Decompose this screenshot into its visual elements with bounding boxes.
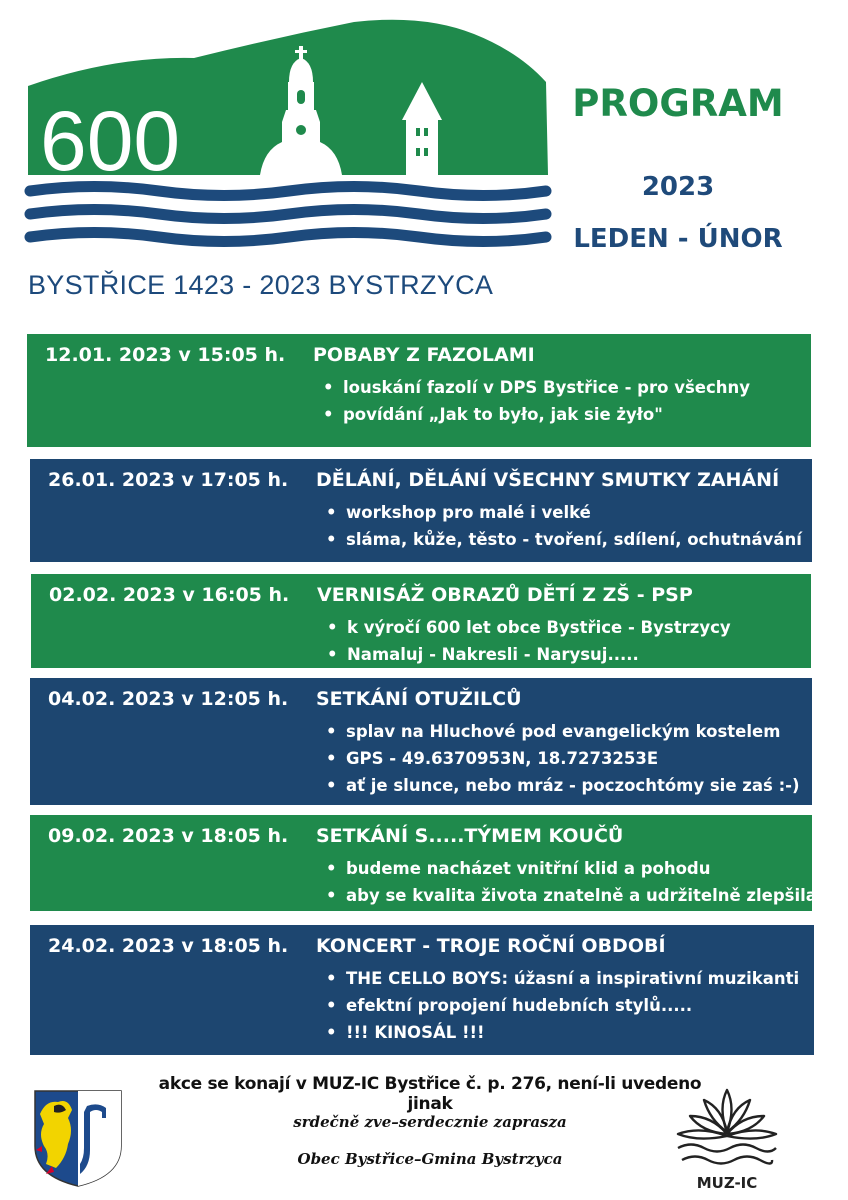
- event-date: 02.02. 2023 v 16:05 h.: [49, 584, 290, 606]
- muz-ic-lotus-icon: [672, 1082, 782, 1174]
- event-title: POBABY Z FAZOLAMI: [313, 344, 535, 366]
- event-bullet: • sláma, kůže, těsto - tvoření, sdílení, ochutnávání: [326, 526, 802, 553]
- event-title: KONCERT - TROJE ROČNÍ OBDOBÍ: [316, 935, 666, 957]
- event-bullet: • k výročí 600 let obce Bystřice - Bystrzycy: [327, 614, 731, 641]
- event-bullet: • workshop pro malé i velké: [326, 499, 802, 526]
- event-bullet: • efektní propojení hudebních stylů.....: [326, 992, 799, 1019]
- event-bullets: [326, 499, 802, 553]
- event-bullets: [326, 965, 799, 1046]
- event-bullet: • louskání fazolí v DPS Bystřice - pro všechny: [323, 374, 750, 401]
- event-bullet: • THE CELLO BOYS: úžasní a inspirativní muzikanti: [326, 965, 799, 992]
- event-bullet: • Namaluj - Nakresli - Narysuj.....: [327, 641, 731, 668]
- municipal-crest-icon: [32, 1088, 124, 1188]
- event-card: [30, 459, 812, 562]
- event-date: 09.02. 2023 v 18:05 h.: [48, 825, 289, 847]
- event-date: 04.02. 2023 v 12:05 h.: [48, 688, 289, 710]
- anniversary-number: 600: [40, 94, 181, 188]
- host-line: Obec Bystřice–Gmina Bystrzyca: [297, 1150, 563, 1168]
- event-card: [27, 334, 811, 447]
- program-months: LEDEN - ÚNOR: [573, 224, 783, 254]
- event-title: SETKÁNÍ OTUŽILCŮ: [316, 688, 522, 710]
- invitation-line: srdečně zve–serdecznie zaprasza: [293, 1113, 567, 1131]
- event-bullet: • !!! KINOSÁL !!!: [326, 1019, 799, 1046]
- event-card: [30, 925, 814, 1055]
- anniversary-600-logo: [24, 10, 554, 310]
- event-bullet: • GPS - 49.6370953N, 18.7273253E: [326, 745, 800, 772]
- program-year: 2023: [641, 172, 715, 202]
- event-bullet: • splav na Hluchové pod evangelickým kostelem: [326, 718, 800, 745]
- event-bullet: • povídání „Jak to było, jak sie żyło": [323, 401, 750, 428]
- event-date: 24.02. 2023 v 18:05 h.: [48, 935, 289, 957]
- event-date: 26.01. 2023 v 17:05 h.: [48, 469, 289, 491]
- event-bullet: • budeme nacházet vnitřní klid a pohodu: [326, 855, 817, 882]
- event-bullet: • ať je slunce, nebo mráz - poczochtómy sie zaś :-): [326, 772, 800, 799]
- event-title: SETKÁNÍ S.....TÝMEM KOUČŮ: [316, 825, 624, 847]
- event-card: [30, 815, 817, 911]
- event-date: 12.01. 2023 v 15:05 h.: [45, 344, 286, 366]
- river-waves-icon: [30, 187, 546, 242]
- event-card: [31, 574, 811, 668]
- event-bullet: • aby se kvalita života znatelně a udržitelně zlepšila: [326, 882, 817, 909]
- event-bullets: [327, 614, 731, 668]
- event-title: DĚLÁNÍ, DĚLÁNÍ VŠECHNY SMUTKY ZAHÁNÍ: [316, 469, 780, 491]
- event-bullets: [326, 718, 800, 799]
- venue-note: akce se konají v MUZ-IC Bystřice č. p. 276, není-li uvedeno jinak: [158, 1074, 702, 1114]
- event-bullets: [326, 855, 817, 909]
- event-bullets: [323, 374, 750, 428]
- event-card: [30, 678, 812, 805]
- logo-tagline: BYSTŘICE 1423 - 2023 BYSTRZYCA: [28, 270, 494, 300]
- muz-ic-label: MUZ-IC: [696, 1174, 758, 1192]
- event-title: VERNISÁŽ OBRAZŮ DĚTÍ Z ZŠ - PSP: [317, 584, 693, 606]
- page-title: PROGRAM: [572, 82, 784, 125]
